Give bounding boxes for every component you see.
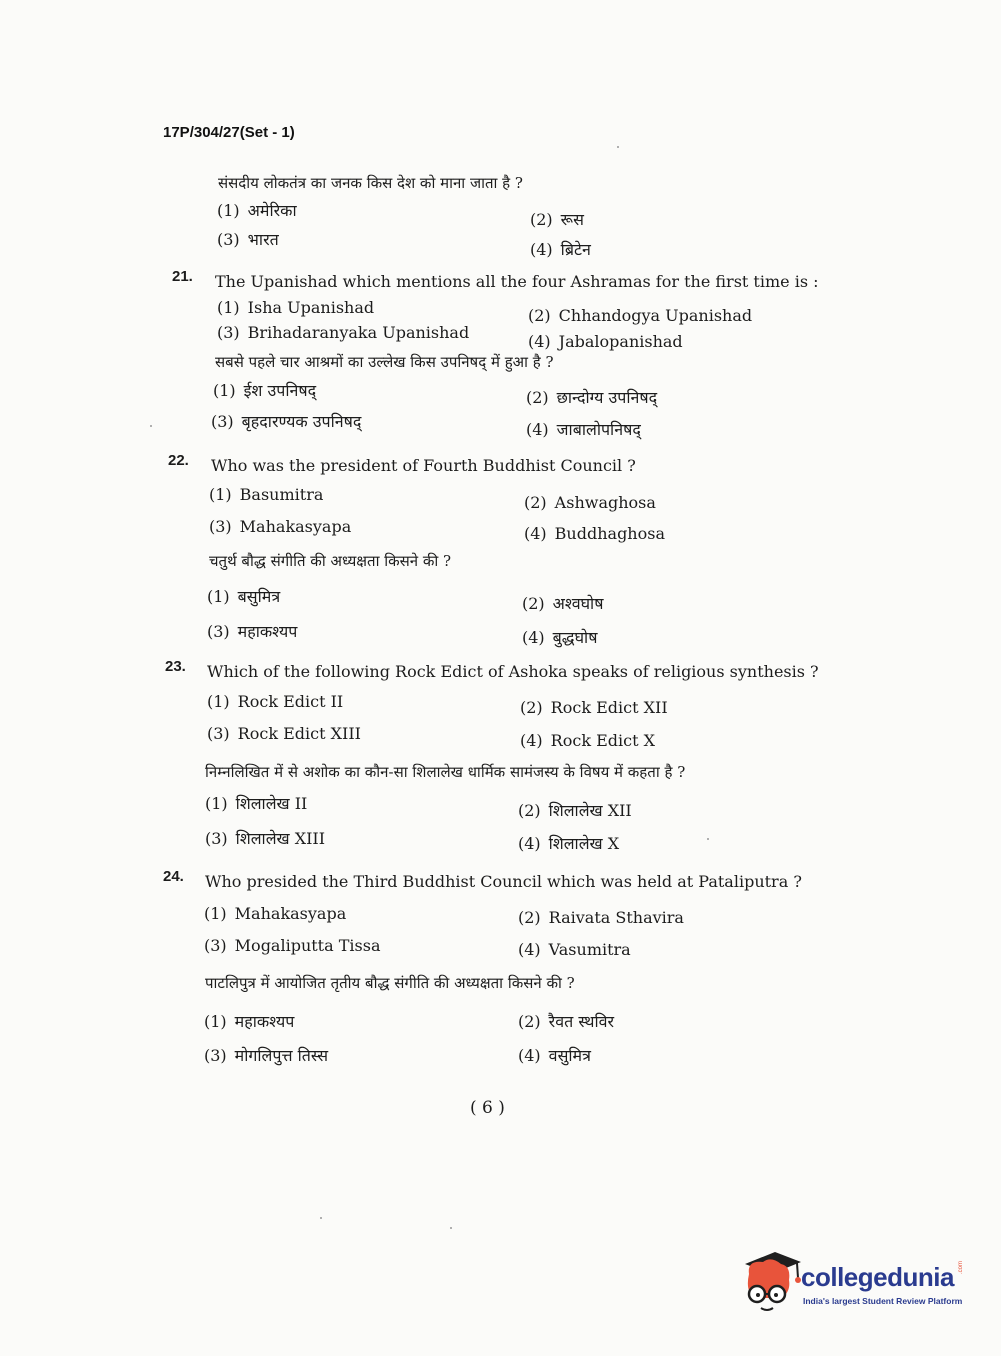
q24-hindi-text: पाटलिपुत्र में आयोजित तृतीय बौद्ध संगीति की अध्यक्षता किसने की ? <box>205 974 575 992</box>
q24-option-3-hi: (3) मोगलिपुत्त तिस्स <box>204 1046 329 1065</box>
q21-option-2-hi: (2) छान्दोग्य उपनिषद् <box>526 388 658 407</box>
q23-number: 23. <box>165 658 186 675</box>
q20-hindi-text: संसदीय लोकतंत्र का जनक किस देश को माना जाता है ? <box>218 174 523 192</box>
q21-option-1-hi: (1) ईश उपनिषद् <box>213 381 317 400</box>
q21-option-3-hi: (3) बृहदारण्यक उपनिषद् <box>211 412 362 431</box>
q21-number: 21. <box>172 268 193 285</box>
q22-option-3-hi: (3) महाकश्यप <box>207 622 298 641</box>
q24-option-3-en: (3) Mogaliputta Tissa <box>204 936 381 955</box>
q21-english-text: The Upanishad which mentions all the four Ashramas for the first time is : <box>215 272 819 291</box>
q23-option-2-hi: (2) शिलालेख XII <box>518 801 632 820</box>
q22-option-2-en: (2) Ashwaghosa <box>524 493 656 512</box>
collegedunia-logo <box>741 1248 971 1318</box>
q22-option-3-en: (3) Mahakasyapa <box>209 517 352 536</box>
q24-option-2-hi: (2) रैवत स्थविर <box>518 1012 615 1031</box>
q22-option-1-hi: (1) बसुमित्र <box>207 587 281 606</box>
scan-speck <box>707 838 709 840</box>
q20-option-3-hi: (3) भारत <box>217 230 279 249</box>
q24-english-text: Who presided the Third Buddhist Council which was held at Pataliputra ? <box>205 872 802 891</box>
q22-option-4-hi: (4) बुद्धघोष <box>522 628 598 647</box>
q22-option-2-hi: (2) अश्वघोष <box>522 594 604 613</box>
q21-option-4-en: (4) Jabalopanishad <box>528 332 683 351</box>
logo-tagline: India's largest Student Review Platform <box>803 1296 963 1306</box>
q21-option-4-hi: (4) जाबालोपनिषद् <box>526 420 641 439</box>
q21-hindi-text: सबसे पहले चार आश्रमों का उल्लेख किस उपनिषद् में हुआ है ? <box>215 353 554 371</box>
q23-option-1-en: (1) Rock Edict II <box>207 692 344 711</box>
q21-option-1-en: (1) Isha Upanishad <box>217 298 375 317</box>
page-number: ( 6 ) <box>470 1098 505 1118</box>
q24-option-4-en: (4) Vasumitra <box>518 940 631 959</box>
q21-option-2-en: (2) Chhandogya Upanishad <box>528 306 753 325</box>
q23-hindi-text: निम्नलिखित में से अशोक का कौन-सा शिलालेख धार्मिक सामंजस्य के विषय में कहता है ? <box>205 763 686 781</box>
q23-option-2-en: (2) Rock Edict XII <box>520 698 668 717</box>
q24-option-1-en: (1) Mahakasyapa <box>204 904 347 923</box>
q22-english-text: Who was the president of Fourth Buddhist Council ? <box>211 456 636 475</box>
scan-speck <box>617 146 619 148</box>
q23-option-4-en: (4) Rock Edict X <box>520 731 655 750</box>
q24-number: 24. <box>163 868 184 885</box>
scan-speck <box>450 1227 452 1229</box>
paper-code: 17P/304/27(Set - 1) <box>163 124 295 141</box>
logo-wordmark: collegedunia <box>801 1262 954 1292</box>
q23-option-1-hi: (1) शिलालेख II <box>205 794 308 813</box>
q23-option-4-hi: (4) शिलालेख X <box>518 834 620 853</box>
q20-option-2-hi: (2) रूस <box>530 210 584 229</box>
q24-option-4-hi: (4) वसुमित्र <box>518 1046 591 1065</box>
q24-option-1-hi: (1) महाकश्यप <box>204 1012 295 1031</box>
q23-english-text: Which of the following Rock Edict of Ashoka speaks of religious synthesis ? <box>207 662 819 681</box>
q22-option-1-en: (1) Basumitra <box>209 485 324 504</box>
q23-option-3-hi: (3) शिलालेख XIII <box>205 829 326 848</box>
q24-option-2-en: (2) Raivata Sthavira <box>518 908 684 927</box>
q21-option-3-en: (3) Brihadaranyaka Upanishad <box>217 323 470 342</box>
q20-option-4-hi: (4) ब्रिटेन <box>530 240 591 259</box>
q23-option-3-en: (3) Rock Edict XIII <box>207 724 361 743</box>
logo-suffix: .com <box>958 1260 964 1274</box>
mascot-icon <box>741 1248 803 1318</box>
scan-speck <box>320 1217 322 1219</box>
q22-number: 22. <box>168 452 189 469</box>
q20-option-1-hi: (1) अमेरिका <box>217 201 297 220</box>
scan-speck <box>150 425 152 427</box>
q22-hindi-text: चतुर्थ बौद्ध संगीति की अध्यक्षता किसने की ? <box>209 552 452 570</box>
q22-option-4-en: (4) Buddhaghosa <box>524 524 665 543</box>
